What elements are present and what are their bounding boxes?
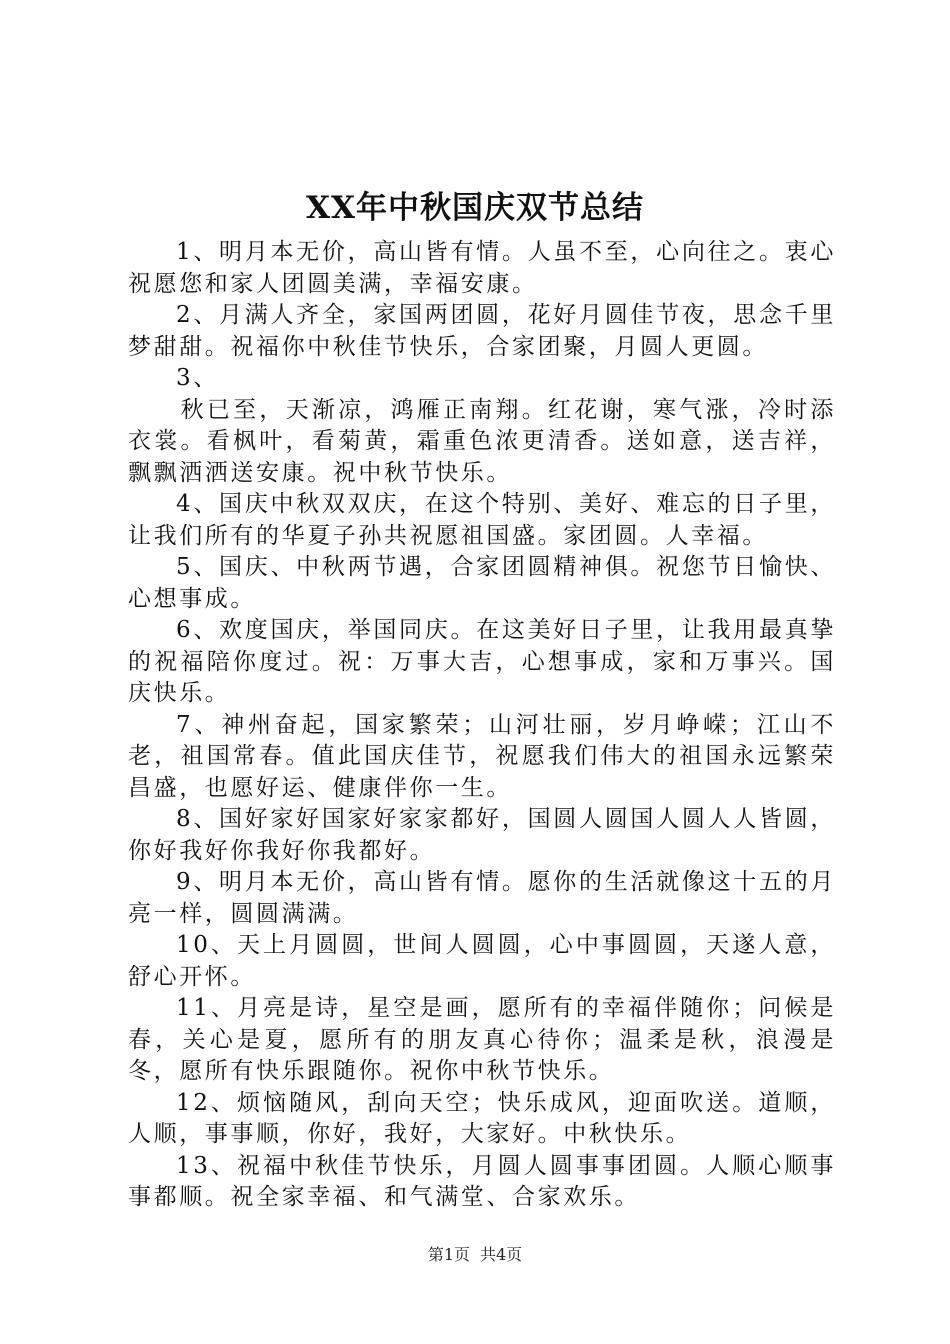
paragraph-10: 10、天上月圆圆，世间人圆圆，心中事圆圆，天遂人意，舒心开怀。 [128,932,836,990]
paragraph-13: 13、祝福中秋佳节快乐，月圆人圆事事团圆。人顺心顺事事都顺。祝全家幸福、和气满堂、合家欢乐。 [128,1152,836,1210]
document-title: XX年中秋国庆双节总结 [305,190,645,226]
paragraph-3-text [128,395,836,490]
paragraph-2: 2、月满人齐全，家国两团圆，花好月圆佳节夜，思念千里梦甜甜。祝福你中秋佳节快乐，合家团聚，月圆人更圆。 [128,302,836,360]
paragraph-9: 9、明月本无价，高山皆有情。愿你的生活就像这十五的月亮一样，圆圆满满。 [128,869,836,927]
page-footer [0,1244,950,1266]
page-total: 共4页 [480,1245,523,1264]
page-number: 第1页 [427,1245,470,1264]
paragraph-5: 5、国庆、中秋两节遇，合家团圆精神俱。祝您节日愉快、心想事成。 [128,554,836,612]
paragraph-6: 6、欢度国庆，举国同庆。在这美好日子里，让我用最真挚的祝福陪你度过。祝：万事大吉，心想事成，家和万事兴。国庆快乐。 [128,617,836,706]
paragraph-3-number: 3、 [176,365,219,391]
paragraph-8: 8、国好家好国家好家家都好，国圆人圆国人圆人人皆圆，你好我好你我好你我都好。 [128,806,836,864]
paragraph-7: 7、神州奋起，国家繁荣；山河壮丽，岁月峥嵘；江山不老，祖国常春。值此国庆佳节，祝愿我们伟大的祖国永远繁荣昌盛，也愿好运、健康伴你一生。 [128,711,836,801]
paragraph-11: 11、月亮是诗，星空是画，愿所有的幸福伴随你；问候是春，关心是夏，愿所有的朋友真心待你；温柔是秋，浪漫是冬，愿所有快乐跟随你。祝你中秋节快乐。 [128,995,836,1084]
paragraph-3-content: 秋已至，天渐凉，鸿雁正南翔。红花谢，寒气涨，冷时添衣裳。看枫叶，看菊黄，霜重色浓更清香。送如意，送吉祥，飘飘洒洒送安康。祝中秋节快乐。 [128,396,836,486]
document-body [128,237,836,1214]
paragraph-1: 1、明月本无价，高山皆有情。人虽不至，心向往之。衷心祝愿您和家人团圆美满，幸福安康。 [128,239,836,297]
paragraph-4: 4、国庆中秋双双庆，在这个特别、美好、难忘的日子里，让我们所有的华夏子孙共祝愿祖国盛。家团圆。人幸福。 [128,491,836,549]
paragraph-12: 12、烦恼随风，刮向天空；快乐成风，迎面吹送。道顺，人顺，事事顺，你好，我好，大家好。中秋快乐。 [128,1089,836,1147]
